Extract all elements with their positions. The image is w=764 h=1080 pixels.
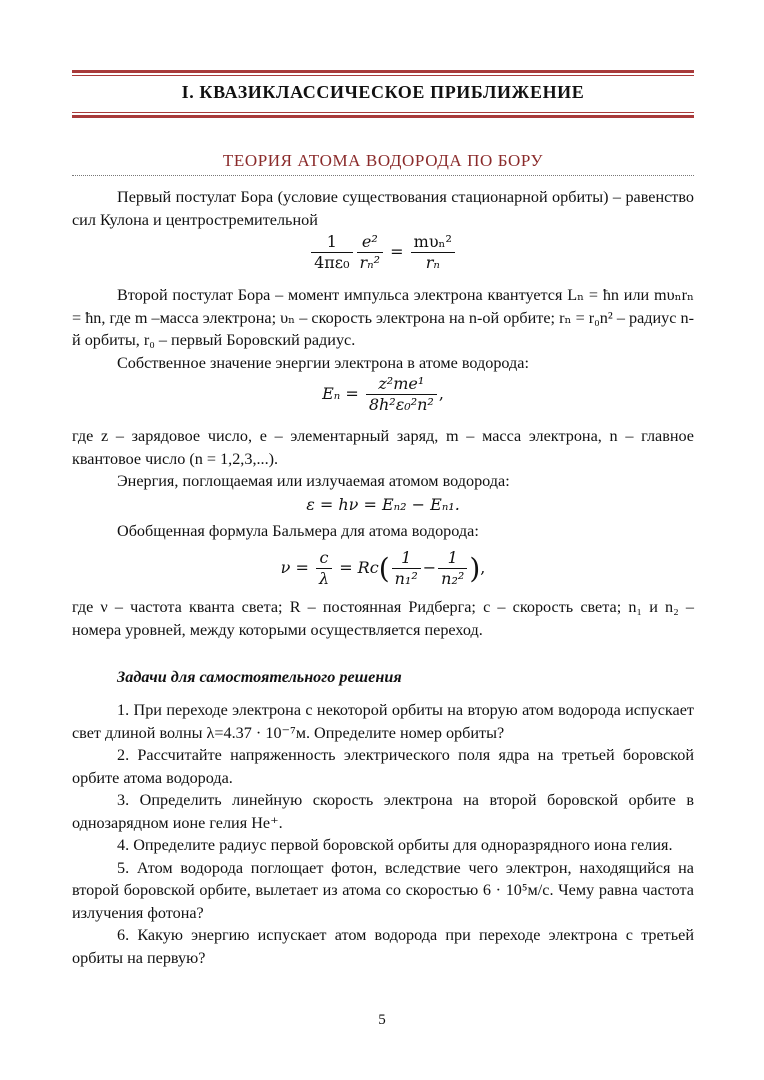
numerator: c <box>316 548 332 569</box>
equation-lhs: ν = <box>280 558 309 577</box>
task-item: 6. Какую энергию испускает атом водорода при переходе электрона с третьей орбиты на первую? <box>72 926 694 967</box>
equation-tail: , <box>480 558 486 577</box>
paren-open: ( <box>378 552 390 585</box>
fraction <box>411 232 455 273</box>
paragraph-second-postulate <box>72 284 694 374</box>
header-rule-bottom-thin <box>72 112 694 113</box>
equals-sign: = <box>390 242 404 261</box>
denominator: rₙ² <box>359 253 381 272</box>
numerator: 1 <box>311 232 352 253</box>
paragraph-first-postulate <box>72 186 694 231</box>
equation-energy <box>72 374 694 415</box>
section-divider <box>72 175 694 176</box>
task-item: 2. Рассчитайте напряженность электрического поля ядра на третьей боровской орбите атома водорода. <box>72 746 694 787</box>
numerator: e² <box>357 232 384 253</box>
equation-mid: = Rc <box>339 558 379 577</box>
fraction <box>392 548 421 589</box>
chapter-title: I. КВАЗИКЛАССИЧЕСКОЕ ПРИБЛИЖЕНИЕ <box>181 82 585 102</box>
fraction <box>438 548 467 589</box>
paragraph-definitions <box>72 425 694 493</box>
task-item: 1. При переходе электрона с некоторой орбиты на вторую атом водорода испускает свет длиной волны λ=4.37 · 10⁻⁷м. Определите номер орбиты? <box>72 701 694 742</box>
paren-close: ) <box>469 552 481 585</box>
denominator: n₂² <box>441 569 465 588</box>
task-item: 5. Атом водорода поглощает фотон, вследствие чего электрон, находящийся на второй боровской орбите, вылетает из атома со скоростью 6 · 10⁵м/с. Чему равна частота излучения фотона? <box>72 858 694 922</box>
denominator: rₙ <box>425 253 440 272</box>
header-rule-top-thin <box>72 75 694 76</box>
paragraph-text: Обобщенная формула Бальмера для атома водорода: <box>117 522 479 540</box>
tasks-list <box>72 699 694 969</box>
header-rule-bottom-thick <box>72 115 694 118</box>
paragraph-balmer-definitions <box>72 596 694 641</box>
section-title: ТЕОРИЯ АТОМА ВОДОРОДА ПО БОРУ <box>222 151 544 170</box>
paragraph-balmer-intro <box>72 520 694 543</box>
paragraph-text: где ν – частота кванта света; R – постоянная Ридберга; c – скорость света; n₁ и n₂ – номера уровней, между которыми осуществляется переход. <box>72 598 694 639</box>
tasks-title: Задачи для самостоятельного решения <box>117 668 402 686</box>
denominator: 4πε₀ <box>314 253 350 272</box>
header-rule-top-thick <box>72 70 694 73</box>
numerator: 1 <box>438 548 467 569</box>
denominator: λ <box>318 569 330 588</box>
minus-sign: − <box>422 558 437 577</box>
equation-lhs: Eₙ = <box>322 384 359 403</box>
numerator: 1 <box>392 548 421 569</box>
paragraph-text: Второй постулат Бора – момент импульса электрона квантуется Lₙ = ħn или mυₙrₙ = ħn, где m –масса электрона; υₙ – скорость электрона на n-ой орбите; rₙ = r₀n² – радиус n-й орбиты, r₀ – первый Боровский радиус. <box>72 286 694 349</box>
equation-balmer <box>72 548 694 589</box>
fraction <box>311 232 352 273</box>
paragraph-text: Первый постулат Бора (условие существования стационарной орбиты) – равенство сил Кулона и центростремительной <box>72 188 694 229</box>
equation-photon-energy: ε = hν = Eₙ₂ − Eₙ₁. <box>306 495 460 514</box>
task-item: 3. Определить линейную скорость электрона на второй боровской орбите в однозарядном ионе гелия He⁺. <box>72 791 694 832</box>
equation-tail: , <box>438 384 444 403</box>
paragraph-text: Энергия, поглощаемая или излучаемая атомом водорода: <box>117 472 510 490</box>
fraction <box>366 374 437 415</box>
denominator: n₁² <box>394 569 418 588</box>
page-number: 5 <box>378 1012 386 1028</box>
fraction <box>357 232 384 273</box>
task-item: 4. Определите радиус первой боровской орбиты для одноразрядного иона гелия. <box>117 836 673 854</box>
numerator: mυₙ² <box>411 232 455 253</box>
paragraph-text: Собственное значение энергии электрона в атоме водорода: <box>117 353 529 372</box>
equation-coulomb <box>72 232 694 273</box>
numerator: z²me¹ <box>366 374 437 395</box>
paragraph-text: где z – зарядовое число, e – элементарный заряд, m – масса электрона, n – главное квантовое число (n = 1,2,3,...). <box>72 427 694 468</box>
denominator: 8h²ε₀²n² <box>368 395 434 414</box>
fraction <box>316 548 332 589</box>
